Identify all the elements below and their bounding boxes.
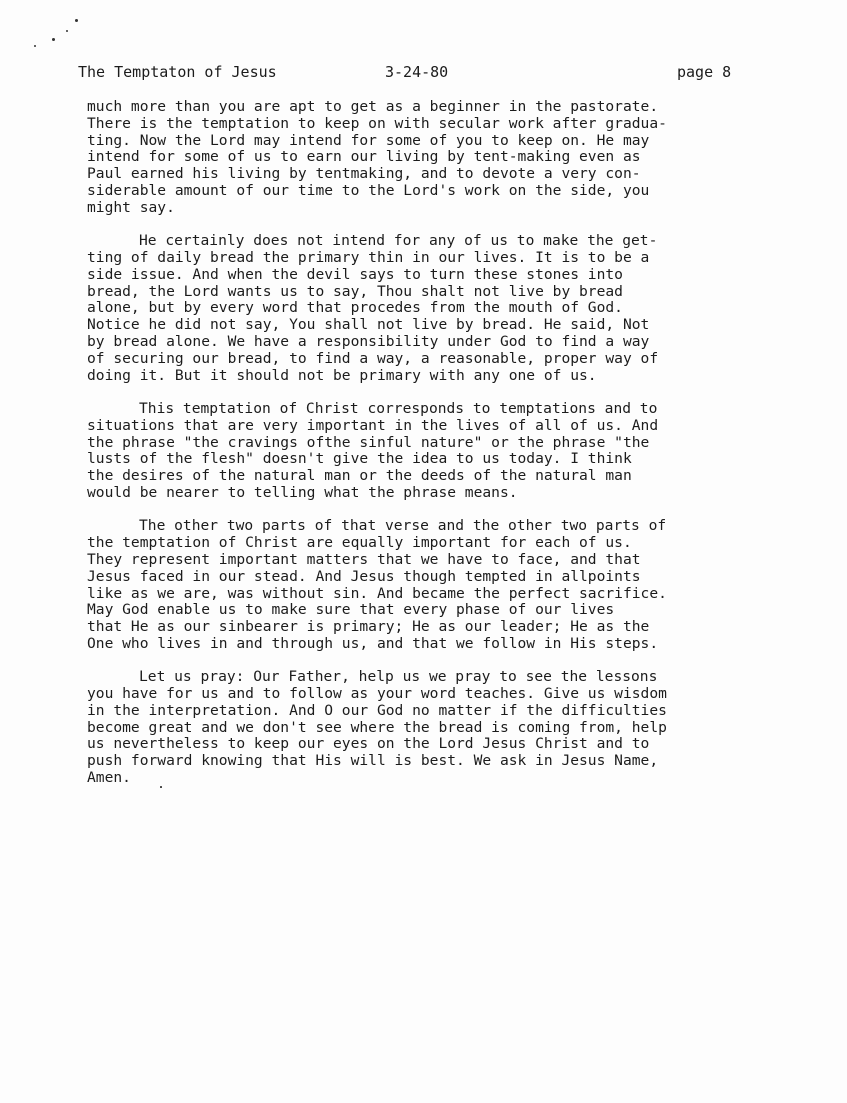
paragraph [87, 518, 777, 652]
text-line: become great and we don't see where the bread is coming from, help [87, 718, 667, 736]
text-line: This temptation of Christ corresponds to temptations and to [139, 399, 658, 417]
text-line: us nevertheless to keep our eyes on the Lord Jesus Christ and to [87, 735, 650, 753]
text-line: like as we are, was without sin. And became the perfect sacrifice. [87, 584, 667, 602]
text-line: would be nearer to telling what the phrase means. [87, 483, 518, 501]
text-line: that He as our sinbearer is primary; He as our leader; He as the [87, 618, 650, 636]
page-number: page 8 [677, 63, 732, 81]
page-header [78, 63, 748, 83]
text-line: ting. Now the Lord may intend for some of you to keep on. He may [87, 131, 650, 149]
text-line: They represent important matters that we have to face, and that [87, 550, 641, 568]
scan-speck [34, 45, 36, 47]
text-line: Jesus faced in our stead. And Jesus though tempted in allpoints [87, 567, 641, 585]
document-body [87, 99, 777, 803]
text-line: might say. [87, 198, 175, 216]
document-date: 3-24-80 [385, 63, 449, 81]
text-line: bread, the Lord wants us to say, Thou shalt not live by bread [87, 282, 623, 300]
paragraph [87, 401, 777, 502]
document-title: The Temptaton of Jesus [78, 63, 277, 81]
text-line: doing it. But it should not be primary with any one of us. [87, 366, 597, 384]
text-line: alone, but by every word that procedes from the mouth of God. [87, 299, 623, 317]
text-line: you have for us and to follow as your word teaches. Give us wisdom [87, 685, 667, 703]
text-line: siderable amount of our time to the Lord's work on the side, you [87, 181, 650, 199]
scan-speck [52, 38, 55, 41]
text-line: in the interpretation. And O our God no matter if the difficulties [87, 701, 667, 719]
text-line: Amen. [87, 769, 131, 787]
text-line: Paul earned his living by tentmaking, and to devote a very con- [87, 165, 641, 183]
text-line: One who lives in and through us, and that we follow in His steps. [87, 634, 659, 652]
text-line: intend for some of us to earn our living by tent-making even as [87, 148, 641, 166]
paragraph [87, 233, 777, 384]
text-line: Notice he did not say, You shall not live by bread. He said, Not [87, 316, 650, 334]
text-line: the desires of the natural man or the deeds of the natural man [87, 467, 632, 485]
text-line: push forward knowing that His will is best. We ask in Jesus Name, [87, 752, 659, 770]
text-line: side issue. And when the devil says to turn these stones into [87, 265, 623, 283]
paragraph [87, 669, 777, 787]
text-line: ting of daily bread the primary thin in our lives. It is to be a [87, 248, 650, 266]
text-line: May God enable us to make sure that every phase of our lives [87, 601, 615, 619]
text-line: situations that are very important in the lives of all of us. And [87, 416, 659, 434]
text-line: the phrase "the cravings ofthe sinful nature" or the phrase "the [87, 433, 650, 451]
text-line: by bread alone. We have a responsibility under God to find a way [87, 332, 650, 350]
scan-speck [75, 19, 78, 22]
text-line: The other two parts of that verse and the other two parts of [139, 517, 667, 535]
paragraph [87, 99, 777, 217]
text-line: lusts of the flesh" doesn't give the idea to us today. I think [87, 450, 632, 468]
scan-speck [66, 30, 68, 32]
text-line: the temptation of Christ are equally important for each of us. [87, 534, 632, 552]
text-line: Let us pray: Our Father, help us we pray to see the lessons [139, 668, 658, 686]
text-line: He certainly does not intend for any of us to make the get- [139, 232, 658, 250]
text-line: much more than you are apt to get as a beginner in the pastorate. [87, 98, 659, 115]
text-line: There is the temptation to keep on with secular work after gradua- [87, 114, 667, 132]
text-line: of securing our bread, to find a way, a reasonable, proper way of [87, 349, 659, 367]
